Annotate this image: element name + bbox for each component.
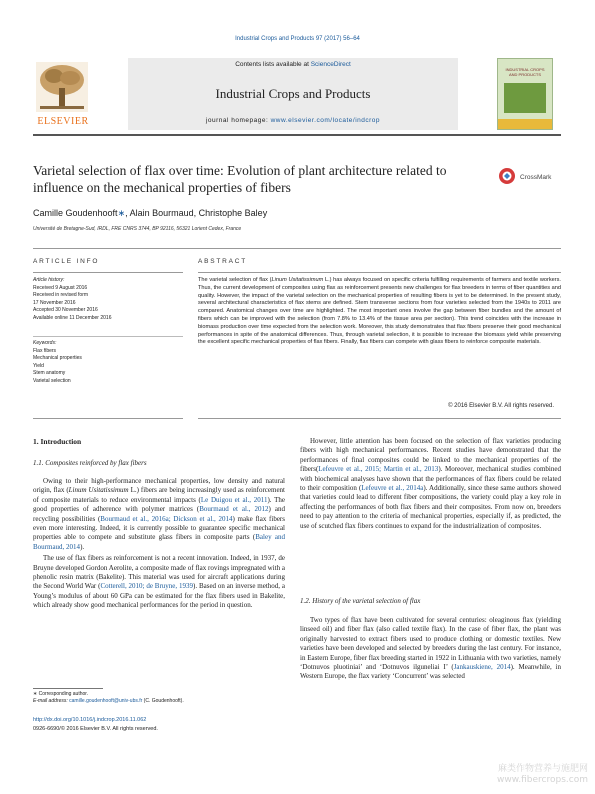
- corresponding-author-mark[interactable]: ∗: [117, 208, 126, 218]
- journal-homepage: [128, 117, 458, 124]
- journal-cover-thumbnail[interactable]: [497, 58, 553, 130]
- citation-link[interactable]: Cotterell, 2010; de Bruyne, 1939: [100, 582, 194, 591]
- body-right-column-top: [300, 437, 561, 531]
- citation-link[interactable]: Bourmaud et al., 2016a; Dickson et al., 2014: [100, 514, 233, 523]
- email-line: [33, 698, 285, 705]
- citation-link[interactable]: Lefeuvre et al., 2015; Martin et al., 2013: [318, 465, 439, 474]
- text: However, little attention has been focused on the selection of flax varieties producing fibers with high mechanical performances. Recent studies have demonstrated that the performances of final composites could be linked to the mechanical properties of the fibers(: [300, 437, 561, 474]
- keyword-item: Flax fibers: [33, 347, 57, 354]
- abstract-copyright: © 2016 Elsevier B.V. All rights reserved.: [448, 403, 554, 409]
- contents-prefix: Contents lists available at: [235, 61, 311, 68]
- history-item: 17 November 2016: [33, 299, 76, 306]
- abstract-text: [198, 277, 561, 347]
- history-item: Received 9 August 2016: [33, 284, 88, 291]
- keyword-item: Yield: [33, 362, 44, 369]
- footnote-rule: [33, 688, 103, 689]
- citation-link[interactable]: Jankauskiene, 2014: [453, 663, 511, 672]
- homepage-link[interactable]: www.elsevier.com/locate/indcrop: [270, 117, 381, 124]
- elsevier-tree-logo: [36, 62, 88, 112]
- citation-link[interactable]: Le Duigou et al., 2011: [200, 495, 268, 504]
- contents-line: [128, 61, 458, 68]
- title-rule: [33, 248, 561, 249]
- text: ). Based on an inverse method, a Young’s modulus of about 60 GPa can be estimated for the flax fibers used in Bakelite, which already show good mechanical performances for the period in question.: [33, 582, 285, 610]
- watermark: [468, 764, 588, 786]
- citation-link[interactable]: Bourmaud et al., 2012: [199, 505, 269, 514]
- cover-image: [504, 83, 546, 113]
- text: ). Meanwhile, in Western Europe, the flax variety ‘Concurrent’ was selected: [300, 663, 561, 681]
- article-title: Varietal selection of flax over time: Evolution of plant architecture related to influence on the mechanical properties of fibers: [33, 163, 447, 195]
- email-link[interactable]: camille.goudenhooft@univ-ubs.fr: [69, 698, 143, 704]
- keyword-item: Mechanical properties: [33, 355, 82, 362]
- affiliation: Université de Bretagne-Sud, IRDL, FRE CNRS 3744, BP 92116, 56321 Lorient Cedex, France: [33, 226, 242, 232]
- section-heading-introduction: 1. Introduction: [33, 437, 82, 446]
- citation-link[interactable]: Lefeuvre et al., 2014a: [361, 484, 424, 493]
- cover-stripe: [498, 119, 552, 129]
- keywords-rule: [33, 336, 183, 337]
- watermark-line: www.fibercrops.com: [497, 775, 588, 785]
- keywords-label: Keywords:: [33, 340, 57, 346]
- history-item: Received in revised form: [33, 292, 89, 299]
- abstract-part: The varietal selection of flax (: [198, 277, 272, 283]
- article-info-bottom-rule: [33, 418, 183, 419]
- history-item: Available online 11 December 2016: [33, 314, 112, 321]
- history-item: Accepted 30 November 2016: [33, 307, 98, 314]
- abstract-part: L.) has always focused on specific criteria fulfilling requirements of farmers and textile workers. Thus, the current development of composites using flax as reinforcement presents new challenges for flax breeders in terms of fiber quantities and quality. However, the impact of the varietal selection on the mechanical properties of resulting fibers is yet to be determined. In the present study, several architectural characteristics of flax stems are defined. Stem transverse sections from four varieties selected from the 1940s to 2011 are compared. Anatomical changes over time are highlighted. The most important ones involve the gap between fiber bundles and the amount of fibers which can be improved with the selection (from 7.8% to 13.4% of the tissue area per section). This trend coincides with the increase in biomass production over time expected from the selection work. Moreover, this study demonstrates that flax fibers preserve their good mechanical performances in spite of the anatomical differences. Thus, through varietal selection, it is possible to increase the biomass yield while preserving the excellent specific mechanical properties of flax fibers. Finally, flax fibers can compete with glass fibers to reinforce composite materials.: [198, 277, 561, 346]
- article-history: [33, 277, 183, 323]
- crossmark-label[interactable]: CrossMark: [520, 174, 552, 181]
- article-info-rule: [33, 272, 183, 273]
- journal-reference: Industrial Crops and Products 97 (2017) 56–64: [235, 36, 360, 42]
- subsection-heading-1-1: 1.1. Composites reinforced by flax fibers: [33, 459, 147, 467]
- text: ). Additionally, since these same authors showed that varieties could lead to different fiber compositions, the variety could play a key role in affecting the performances of both flax fibers and their composites. From now on, breeders need to pay attention to the criteria of mechanical properties, especially if, as predicted, the use of scutched flax fibers continues to expand for the industrialization of composites.: [300, 484, 561, 530]
- keywords: [33, 340, 183, 386]
- text: ) and recycling possibilities (: [33, 505, 285, 523]
- text: ) make flax fibers even more interesting. Indeed, it is currently possible to guarantee specific mechanical properties able to compete and substitute glass fibers in composite parts (: [33, 514, 285, 542]
- abstract-bottom-rule: [198, 418, 561, 419]
- body-left-column: [33, 477, 285, 611]
- issn-line: 0926-6690/© 2016 Elsevier B.V. All rights reserved.: [33, 726, 158, 732]
- keyword-item: Stem anatomy: [33, 370, 66, 377]
- text: Owing to their high-performance mechanical properties, low density and natural origin, flax (: [33, 477, 285, 495]
- text: ). The good properties of adherence with polymer matrices (: [33, 495, 286, 514]
- homepage-prefix: journal homepage:: [205, 117, 271, 124]
- footnote: [33, 691, 285, 705]
- watermark-line: 麻类作物营养与施肥网: [497, 764, 588, 774]
- author-goudenhooft[interactable]: Camille Goudenhooft: [33, 208, 118, 218]
- keyword-item: Varietal selection: [33, 377, 71, 384]
- sciencedirect-link[interactable]: ScienceDirect: [310, 61, 351, 68]
- paragraph: [300, 616, 561, 682]
- article-info-heading: ARTICLE INFO: [33, 258, 100, 265]
- abstract-rule: [198, 272, 561, 273]
- paragraph: [300, 437, 561, 531]
- doi-link[interactable]: http://dx.doi.org/10.1016/j.indcrop.2016.11.062: [33, 717, 147, 723]
- citation-link[interactable]: Baley and Bourmaud, 2014: [33, 533, 285, 551]
- text: ). Moreover, mechanical studies combined with biochemical analyses have shown that the performances of flax fibers could be related to their composition (: [300, 465, 561, 493]
- paragraph: [33, 477, 285, 552]
- subsection-heading-1-2: 1.2. History of the varietal selection of flax: [300, 597, 421, 605]
- history-label: Article history:: [33, 277, 65, 283]
- author-list: [33, 208, 267, 219]
- text: ).: [80, 542, 85, 551]
- abstract-heading: ABSTRACT: [198, 258, 248, 265]
- text: L.) fibers are being increasingly used as reinforcement of composite materials to reduce environmental impacts (: [33, 486, 285, 504]
- abstract-species-name: Linum Usitatissimum: [271, 277, 324, 283]
- email-suffix: (C. Goudenhooft).: [142, 698, 184, 704]
- header-rule: [33, 134, 561, 136]
- elsevier-wordmark: ELSEVIER: [37, 116, 89, 127]
- species-name: Linum Usitatissimum: [68, 486, 129, 495]
- corresponding-author-note: ∗ Corresponding author.: [33, 691, 89, 697]
- body-right-column-bottom: [300, 616, 561, 682]
- cover-title: INDUSTRIAL CROPS AND PRODUCTS: [505, 67, 545, 77]
- text: The use of flax fibers as reinforcement is not a recent innovation. Indeed, in 1937, de Bruyne developed Gordon Aerolite, a composite made of flax rovings impregnated with a phenolic resin matrix (Bakelite). This material was used for aircraft applications during the Second World War (: [33, 554, 285, 591]
- other-authors: , Alain Bourmaud, Christophe Baley: [125, 208, 268, 218]
- journal-name: Industrial Crops and Products: [215, 86, 371, 101]
- paragraph: [33, 554, 285, 610]
- text: Two types of flax have been cultivated for several centuries: oleaginous flax (yielding linseed oil) and fiber flax (also called textile flax). In the case of fiber flax, the plant was originally harvested to extract fibers used to produce clothing or domestic textiles. New varieties have been developed and selected by breeders during the last century. For instance, in Eastern Europe, fiber flax breeding started in 1922 in Lithuania with two varieties, namely ‘Dotnuvos pluotiniai’ and ‘Dotnuvos ilguneliai I’ (: [300, 616, 561, 672]
- email-label: E-mail address:: [33, 698, 70, 704]
